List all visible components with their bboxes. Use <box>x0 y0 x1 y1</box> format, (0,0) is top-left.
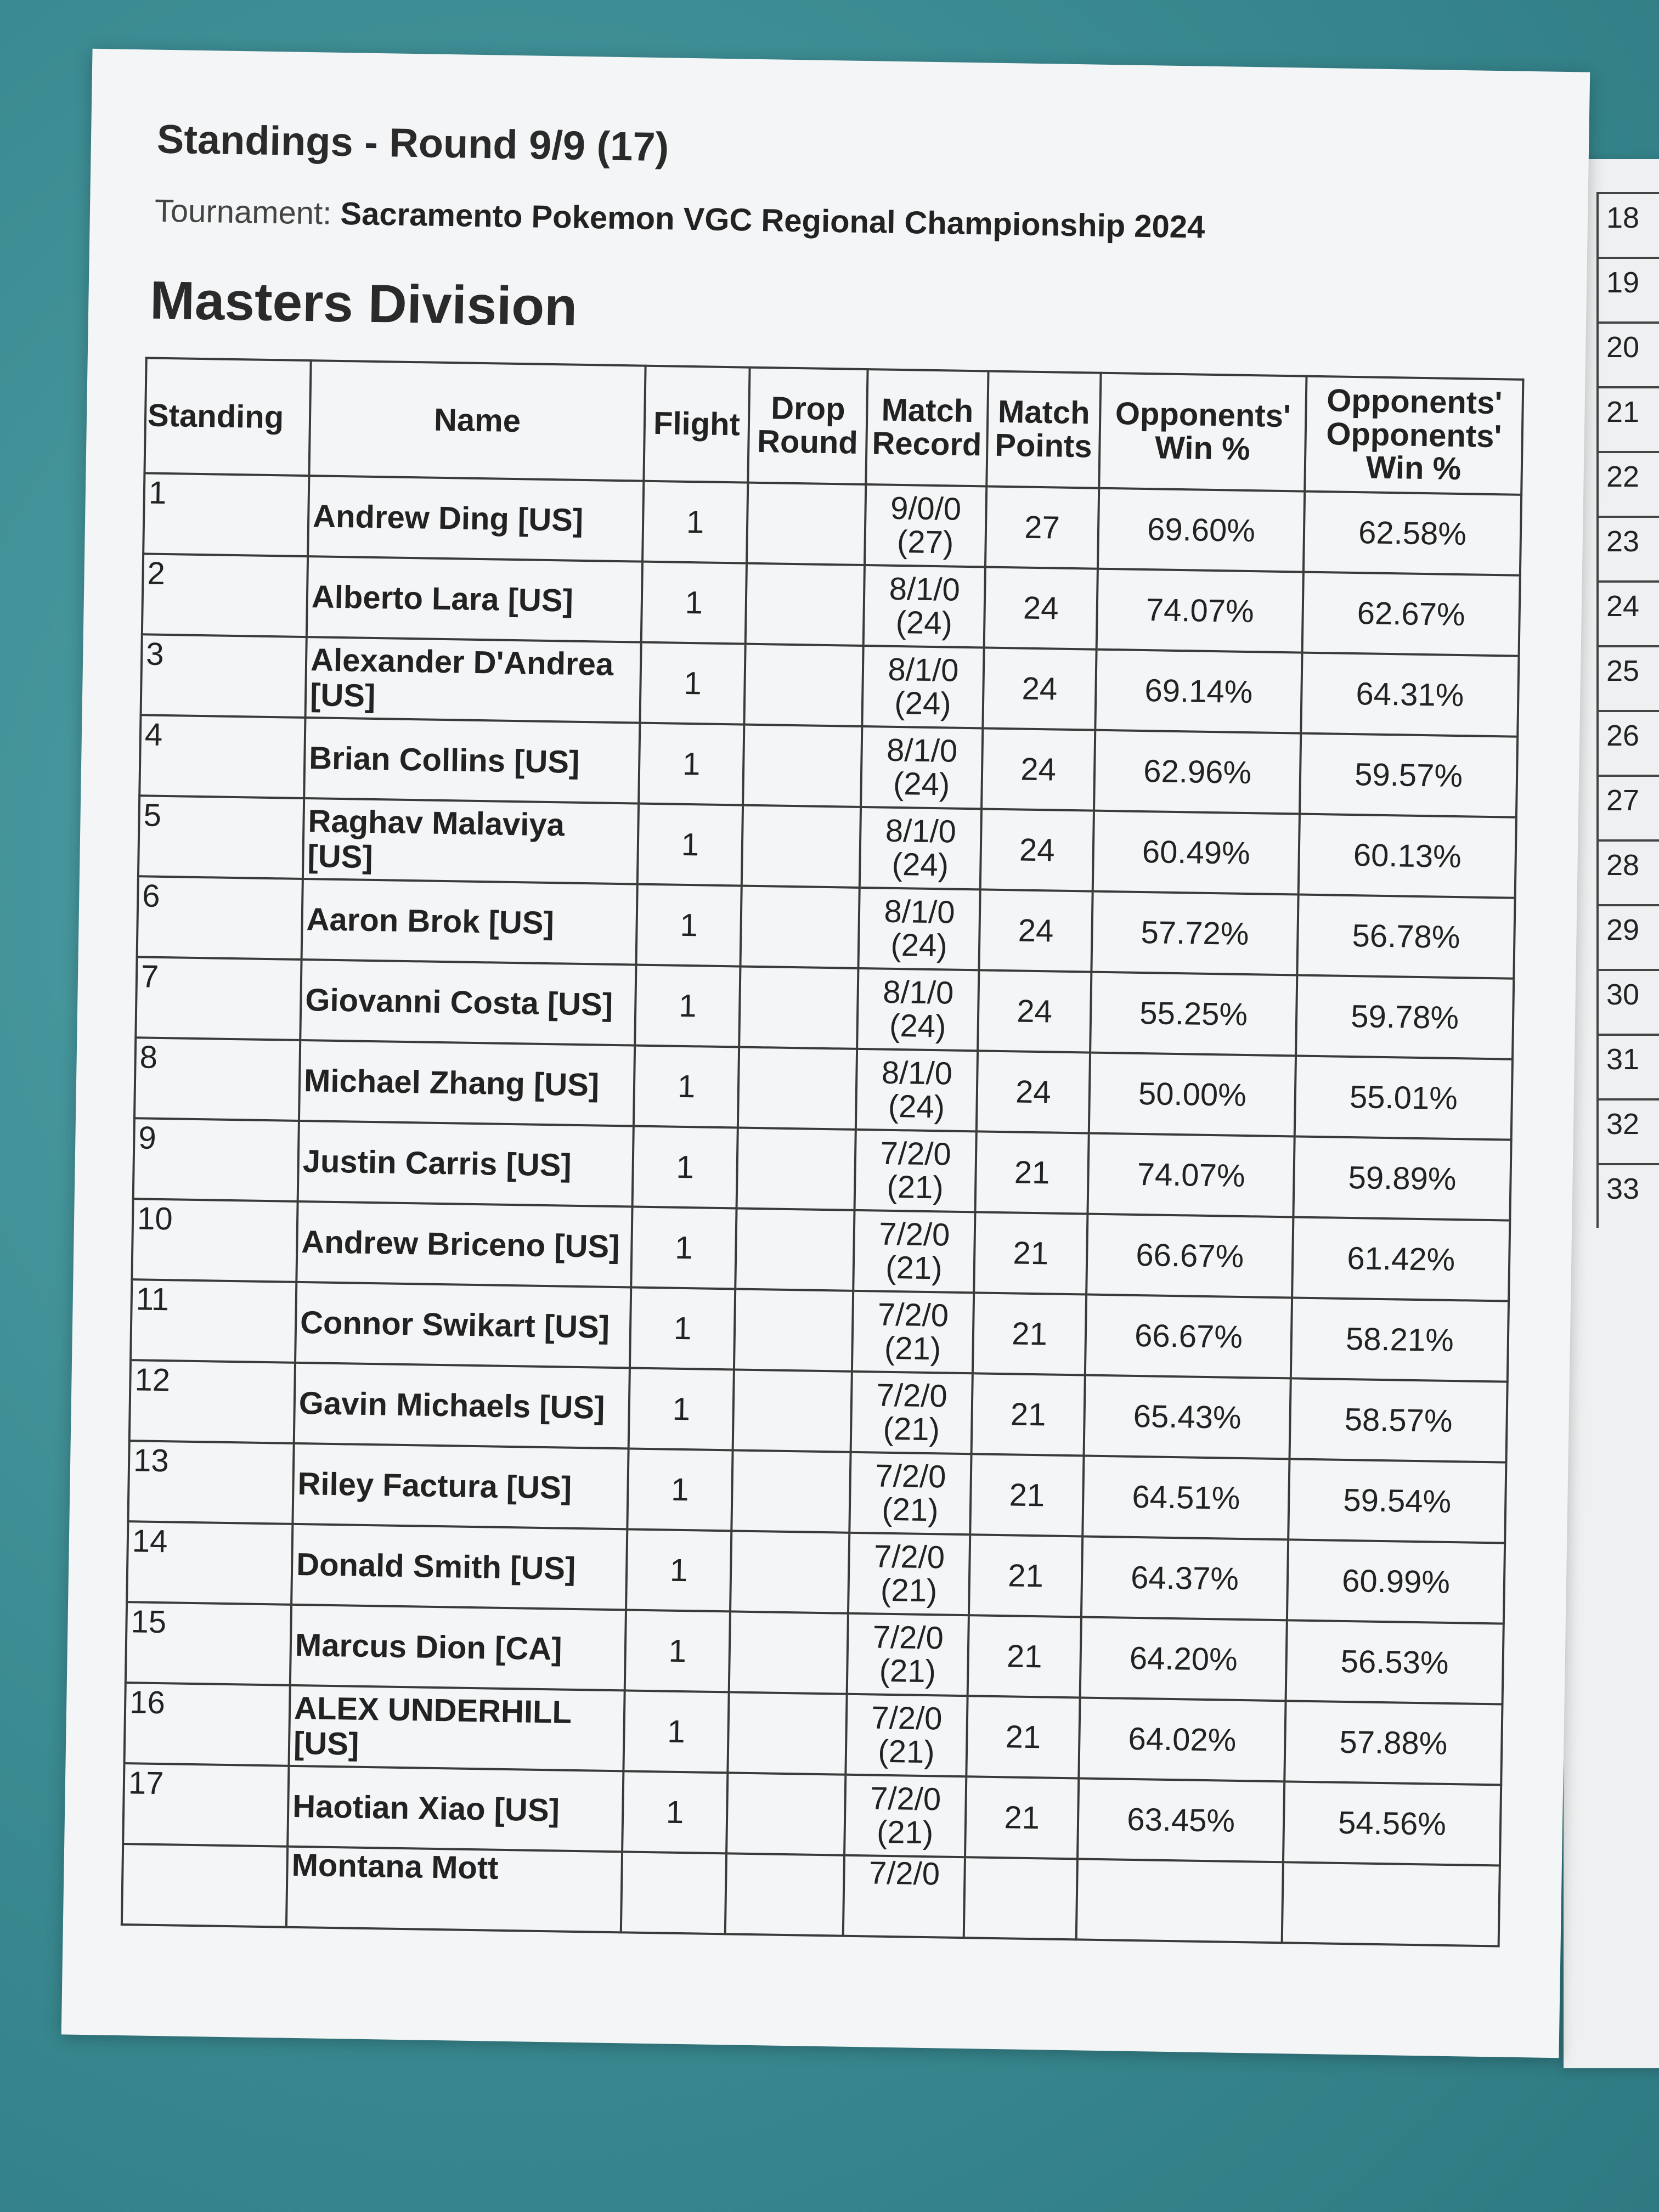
adjacent-standing-number: 22 <box>1596 451 1659 516</box>
match-record-points: (24) <box>890 927 948 963</box>
match-record-cell <box>862 646 984 728</box>
match-record-value: 8/1/0 <box>884 893 956 930</box>
player-name-cell: ALEX UNDERHILL [US] <box>289 1685 624 1771</box>
match-record-value: 7/2/0 <box>877 1296 949 1334</box>
opp-opp-win-cell: 59.89% <box>1293 1136 1511 1220</box>
match-points-cell: 24 <box>981 728 1095 810</box>
tournament-line <box>154 193 1205 246</box>
flight-cell: 1 <box>622 1771 727 1853</box>
flight-cell: 1 <box>641 562 747 644</box>
drop-round-cell <box>733 1369 852 1452</box>
opp-opp-win-cell: 56.53% <box>1286 1620 1504 1704</box>
match-record-points: (21) <box>876 1814 934 1850</box>
player-name-cell: Connor Swikart [US] <box>295 1282 631 1368</box>
opp-win-cell: 50.00% <box>1089 1053 1296 1137</box>
standing-cell: 15 <box>126 1602 291 1685</box>
match-record-cell <box>849 1452 971 1534</box>
tournament-name: Sacramento Pokemon VGC Regional Championship 2024 <box>340 195 1205 245</box>
adjacent-standing-number: 23 <box>1596 516 1659 580</box>
match-record-cell <box>865 484 986 567</box>
player-name-cell: Donald Smith [US] <box>291 1524 627 1610</box>
match-points-cell: 21 <box>974 1212 1087 1294</box>
match-points-cell: 27 <box>985 486 1099 568</box>
drop-round-cell <box>740 886 859 968</box>
drop-round-cell <box>747 483 866 565</box>
match-record-cell <box>847 1613 969 1696</box>
match-record-cell <box>858 888 980 970</box>
match-record-points: (24) <box>895 604 953 641</box>
adjacent-standing-number: 32 <box>1596 1098 1659 1163</box>
match-record-value: 7/2/0 <box>880 1135 952 1172</box>
tournament-label: Tournament: <box>154 193 332 232</box>
opp-opp-win-cell: 58.57% <box>1289 1378 1507 1462</box>
flight-cell: 1 <box>635 965 740 1047</box>
match-record-value: 7/2/0 <box>873 1538 945 1576</box>
flight-cell: 1 <box>630 1287 735 1369</box>
opp-opp-win-cell: 59.54% <box>1288 1459 1506 1543</box>
opp-opp-win-cell: 57.88% <box>1284 1701 1502 1785</box>
match-record-value: 7/2/0 <box>872 1619 944 1656</box>
standing-cell: 3 <box>141 634 307 718</box>
match-record-value: 7/2/0 <box>874 1458 946 1495</box>
standing-cell: 10 <box>132 1199 297 1282</box>
standing-cell: 6 <box>137 876 303 960</box>
opp-win-cell: 69.14% <box>1095 650 1302 733</box>
match-record-cell <box>855 1130 977 1212</box>
match-record-value: 7/2/0 <box>878 1216 950 1253</box>
standings-title: Standings - Round 9/9 (17) <box>156 116 669 170</box>
adjacent-standing-number: 19 <box>1596 257 1659 321</box>
opp-opp-win-cell: 61.42% <box>1292 1217 1510 1301</box>
match-record-points: (24) <box>888 1088 945 1125</box>
col-header-standing: Standing <box>144 358 311 476</box>
player-name-cell: Haotian Xiao [US] <box>287 1766 623 1852</box>
drop-round-cell <box>737 1128 856 1210</box>
adjacent-standing-number: 30 <box>1596 969 1659 1034</box>
player-name-cell: Gavin Michaels [US] <box>294 1363 630 1449</box>
empty-cell <box>964 1857 1077 1939</box>
col-header-name: Name <box>309 360 645 481</box>
match-record-points: (27) <box>896 523 954 561</box>
drop-round-cell <box>729 1611 848 1694</box>
match-record-cell <box>864 565 985 647</box>
match-record-points: (21) <box>883 1410 940 1447</box>
adjacent-standing-column <box>1596 192 1659 1228</box>
opp-win-cell: 66.67% <box>1085 1295 1292 1379</box>
match-record-points: (24) <box>891 846 949 883</box>
opp-win-cell: 64.37% <box>1081 1536 1288 1620</box>
match-record-cell <box>844 1775 966 1857</box>
opp-opp-win-cell: 56.78% <box>1297 894 1515 978</box>
adjacent-standing-number: 24 <box>1596 580 1659 645</box>
drop-round-cell <box>726 1773 845 1855</box>
division-title: Masters Division <box>149 269 578 337</box>
drop-round-cell <box>742 805 861 888</box>
match-record-value: 8/1/0 <box>886 732 958 769</box>
match-record-points: (21) <box>880 1572 938 1609</box>
match-record-cell <box>857 968 979 1051</box>
opp-win-cell: 63.45% <box>1077 1778 1284 1862</box>
match-record-points: (21) <box>884 1330 941 1367</box>
match-record-cell <box>845 1694 967 1776</box>
match-record-value: 9/0/0 <box>890 490 962 527</box>
player-name-cell: Andrew Ding [US] <box>308 476 644 562</box>
opp-opp-win-cell: 60.13% <box>1299 814 1516 898</box>
match-record-points: (21) <box>885 1249 943 1286</box>
match-points-cell: 21 <box>973 1293 1086 1375</box>
player-name-cell: Michael Zhang [US] <box>299 1040 635 1126</box>
match-record-value: 7/2/0 <box>871 1700 943 1737</box>
match-record-value: 8/1/0 <box>882 974 954 1011</box>
match-record-cell <box>860 807 981 889</box>
match-points-cell: 21 <box>965 1776 1079 1859</box>
opp-win-cell: 64.20% <box>1080 1617 1287 1701</box>
player-name-cell: Aaron Brok [US] <box>302 879 637 965</box>
match-points-cell: 21 <box>966 1696 1080 1778</box>
match-record-cell <box>856 1049 978 1131</box>
standing-cell: 7 <box>136 957 301 1040</box>
player-name-cell: Alberto Lara [US] <box>307 556 642 642</box>
drop-round-cell <box>735 1208 854 1290</box>
standing-cell: 11 <box>131 1279 296 1363</box>
flight-cell: 1 <box>626 1529 731 1611</box>
adjacent-standing-number: 18 <box>1596 192 1659 257</box>
opp-win-cell: 57.72% <box>1091 891 1298 975</box>
opp-opp-win-cell: 59.57% <box>1300 733 1517 817</box>
opp-opp-win-cell: 58.21% <box>1291 1297 1509 1381</box>
opp-win-cell: 74.07% <box>1087 1133 1294 1217</box>
flight-cell: 1 <box>629 1368 734 1450</box>
adjacent-standing-number: 28 <box>1596 839 1659 904</box>
player-name-cell: Giovanni Costa [US] <box>300 960 636 1046</box>
player-name-cell: Alexander D'Andrea [US] <box>305 637 641 723</box>
player-name-cell: Raghav Malaviya [US] <box>303 798 639 884</box>
opp-win-cell: 66.67% <box>1086 1214 1293 1298</box>
flight-cell: 1 <box>642 481 748 563</box>
standing-cell: 17 <box>123 1763 289 1847</box>
empty-cell <box>1282 1862 1500 1946</box>
flight-cell: 1 <box>637 804 743 886</box>
opp-win-cell: 55.25% <box>1090 972 1297 1056</box>
match-points-cell: 21 <box>970 1454 1084 1536</box>
empty-cell <box>1076 1859 1283 1943</box>
opp-opp-win-cell: 55.01% <box>1295 1056 1513 1139</box>
opp-opp-win-cell: 60.99% <box>1287 1539 1505 1623</box>
match-points-cell: 24 <box>977 1051 1090 1133</box>
match-record-points: (24) <box>893 765 950 802</box>
flight-cell: 1 <box>627 1448 732 1531</box>
drop-round-cell <box>731 1450 850 1532</box>
opp-opp-win-cell: 64.31% <box>1301 653 1519 737</box>
opp-win-cell: 60.49% <box>1093 811 1300 895</box>
standing-cell: 1 <box>143 473 309 556</box>
flight-cell: 1 <box>639 723 744 805</box>
match-record-cell <box>851 1372 973 1454</box>
opp-opp-win-cell: 62.58% <box>1304 492 1521 575</box>
opp-opp-win-cell: 62.67% <box>1302 572 1520 656</box>
match-points-cell: 24 <box>978 970 1091 1052</box>
match-record-value: 8/1/0 <box>885 812 957 850</box>
adjacent-standing-number: 20 <box>1596 321 1659 386</box>
standing-cell: 13 <box>128 1441 294 1524</box>
match-points-cell: 21 <box>975 1131 1088 1214</box>
player-name-cell: Brian Collins [US] <box>304 718 640 804</box>
match-record-cell <box>852 1291 974 1373</box>
adjacent-standing-number: 31 <box>1596 1034 1659 1098</box>
match-record-points: (24) <box>889 1007 946 1044</box>
drop-round-cell <box>738 1047 857 1130</box>
standings-sheet <box>61 49 1590 2058</box>
flight-cell: 1 <box>631 1206 736 1289</box>
match-record-cell: 7/2/0 <box>843 1855 965 1938</box>
header-row <box>144 358 1523 494</box>
adjacent-standing-number: 21 <box>1596 386 1659 451</box>
match-record-value: 7/2/0 <box>870 1780 941 1818</box>
opp-win-cell: 69.60% <box>1098 488 1305 572</box>
match-points-cell: 24 <box>979 889 1092 972</box>
flight-cell: 1 <box>623 1690 729 1773</box>
drop-round-cell <box>727 1692 847 1774</box>
standing-cell: 16 <box>125 1683 290 1766</box>
adjacent-standing-number: 33 <box>1596 1163 1659 1228</box>
drop-round-cell <box>746 563 865 646</box>
match-points-cell: 24 <box>984 567 1098 649</box>
drop-round-cell <box>734 1289 853 1371</box>
match-record-points: (21) <box>881 1491 939 1528</box>
match-record-points: (21) <box>887 1169 944 1205</box>
opp-opp-win-cell: 54.56% <box>1283 1781 1501 1865</box>
empty-cell <box>122 1844 287 1927</box>
flight-cell: 1 <box>625 1610 730 1692</box>
standing-cell: 2 <box>142 554 308 637</box>
match-record-points: (24) <box>894 685 952 722</box>
opp-opp-win-cell: 59.78% <box>1296 975 1514 1059</box>
standings-table <box>121 357 1525 1947</box>
adjacent-standing-number: 26 <box>1596 710 1659 775</box>
col-header-match-record: Match Record <box>866 369 988 486</box>
match-record-value: 8/1/0 <box>888 651 960 689</box>
flight-cell: 1 <box>640 642 745 725</box>
col-header-match-points: Match Points <box>986 371 1101 488</box>
opp-win-cell: 65.43% <box>1084 1375 1291 1459</box>
standing-cell: 12 <box>129 1360 295 1443</box>
standing-cell: 9 <box>133 1118 299 1201</box>
adjacent-standing-number: 25 <box>1596 645 1659 710</box>
match-record-value: 7/2/0 <box>876 1377 948 1414</box>
standing-cell: 4 <box>139 715 305 798</box>
adjacent-standing-number: 29 <box>1596 904 1659 969</box>
match-points-cell: 24 <box>983 647 1096 730</box>
drop-round-cell <box>739 967 858 1049</box>
col-header-flight: Flight <box>644 366 749 483</box>
empty-cell <box>725 1853 844 1936</box>
flight-cell: 1 <box>636 884 741 967</box>
opp-win-cell: 64.51% <box>1082 1455 1289 1539</box>
drop-round-cell <box>744 644 863 726</box>
match-points-cell: 24 <box>980 809 1094 891</box>
player-name-cell: Andrew Briceno [US] <box>296 1201 632 1288</box>
match-record-cell <box>848 1533 970 1615</box>
match-record-points: (21) <box>877 1733 935 1770</box>
player-name-cell: Montana Mott <box>286 1847 622 1933</box>
match-record-value: 8/1/0 <box>881 1054 953 1092</box>
adjacent-standing-number: 27 <box>1596 775 1659 839</box>
col-header-drop-round: Drop Round <box>748 368 867 484</box>
drop-round-cell <box>730 1531 849 1613</box>
match-record-points: (21) <box>879 1652 936 1689</box>
flight-cell: 1 <box>633 1126 738 1209</box>
player-name-cell: Marcus Dion [CA] <box>290 1605 626 1691</box>
match-record-cell <box>853 1210 975 1293</box>
standing-cell: 5 <box>138 795 304 879</box>
match-points-cell: 21 <box>972 1373 1085 1455</box>
empty-cell <box>621 1852 726 1934</box>
match-record-value: 8/1/0 <box>889 571 961 608</box>
opp-win-cell: 64.02% <box>1079 1697 1285 1781</box>
opp-win-cell: 62.96% <box>1094 730 1301 814</box>
col-header-opp-opp-win: Opponents' Opponents' Win % <box>1305 376 1523 495</box>
match-points-cell: 21 <box>969 1534 1082 1617</box>
player-name-cell: Riley Factura [US] <box>292 1443 628 1530</box>
standing-cell: 14 <box>127 1521 292 1605</box>
match-record-cell <box>861 726 983 809</box>
opp-win-cell: 74.07% <box>1097 569 1304 653</box>
flight-cell: 1 <box>634 1046 739 1128</box>
match-points-cell: 21 <box>968 1615 1081 1697</box>
standing-cell: 8 <box>134 1037 300 1121</box>
player-name-cell: Justin Carris [US] <box>298 1121 634 1207</box>
col-header-opp-win: Opponents' Win % <box>1099 373 1306 492</box>
drop-round-cell <box>743 725 862 807</box>
